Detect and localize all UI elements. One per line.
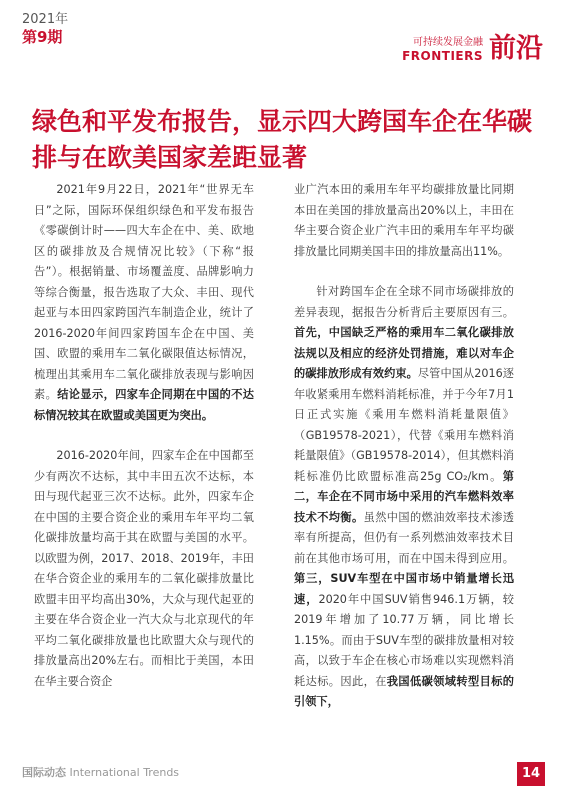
- paragraph-emphasis: 我国低碳领域转型目标的引领下，: [294, 674, 514, 708]
- article-title: 绿色和平发布报告，显示四大跨国车企在华碳排与在欧美国家差距显著: [32, 107, 533, 172]
- paragraph: 2016-2020年间，四家车企在中国都至少有两次不达标，其中丰田五次不达标，本田与现代起亚三次不达标。此外，四家车企在中国的主要合资企业的乘用车年平均二氧化碳排放量均高于其在欧盟与美国的水平。以欧盟为例，2017、2018、2019年，丰田在华合资企业的乘用车的二氧化碳排放量比欧盟丰田平均高出30%，大众与现代起亚的主要在华合资企业一汽大众与北京现代的年平均二氧化碳排放量也比欧盟大众与现代的排放量高出20%左右。而相比于美国，本田在华主要合资企: [34, 449, 254, 688]
- paragraph-emphasis: 结论显示，四家车企同期在中国的不达标情况较其在欧盟或美国更为突出。: [34, 388, 254, 422]
- paragraph-text: 针对跨国车企在全球不同市场碳排放的差异表现，据报告分析背后主要原因有三。: [294, 285, 514, 319]
- footer-section-en: International Trends: [69, 766, 180, 779]
- paragraph-emphasis: 首先，中国缺乏严格的乘用车二氧化碳排放法规以及相应的经济处罚措施，难以对车企的碳排放形成有效约束。: [294, 326, 514, 380]
- paragraph-continued: 业广汽本田的乘用车年平均碳排放量比同期本田在美国的排放量高出20%以上，丰田在华主要合资企业广汽丰田的乘用车年平均碳排放量比同期美国丰田的排放量高出11%。: [294, 183, 514, 258]
- issue-number: 第9期: [22, 28, 63, 46]
- paragraph: [294, 282, 514, 713]
- paragraph-text: 虽然中国的燃油效率技术渗透率有所提高，但仍有一系列燃油效率技术目前在其他市场可用，而在中国未得到应用。: [294, 510, 514, 565]
- paragraph-text: 尽管中国从2016逐年收紧乘用车燃料消耗标准，并于今年7月1日正式实施《乘用车燃料消耗量限值》（GB19578-2021），代替《乘用车燃料消耗量限值》（GB19578-2014），但其燃料消耗标准仍比欧盟标准高25g CO₂/km。: [294, 367, 514, 483]
- footer-section: [22, 764, 179, 780]
- footer-section-cn: 国际动态: [22, 766, 66, 779]
- brand-logo: 前沿: [489, 33, 543, 64]
- paragraph-text: 2021年9月22日，2021年“世界无车日”之际，国际环保组织绿色和平发布报告《零碳倒计时——四大车企在中、美、欧地区的碳排放及合规情况比较》（下称“报告”）。根据销量、市场覆盖度、品牌影响力等综合衡量，报告选取了大众、丰田、现代起亚与本田四家跨国汽车制造企业，统计了2016-2020年间四家跨国车企在中国、美国、欧盟的乘用车二氧化碳限值达标情况，梳理出其乘用车二氧化碳排放表现与影响因素。: [34, 183, 254, 401]
- paragraph-emphasis: 第二，车企在不同市场中采用的汽车燃料效率技术不均衡。: [294, 469, 514, 524]
- article-column-right: [294, 180, 514, 733]
- brand-text: [402, 36, 483, 63]
- brand-name-en: FRONTIERS: [402, 48, 483, 63]
- article-column-left: [34, 180, 254, 712]
- page-number: 14: [517, 762, 545, 786]
- paragraph-text: 2020年中国SUV销售946.1万辆，较2019年增加了10.77万辆，同比增长1.15%。而由于SUV车型的碳排放量相对较高，以致于车企在核心市场难以实现燃料消耗达标。因此，在: [294, 592, 514, 688]
- issue-header: [22, 12, 68, 46]
- paragraph: [34, 180, 254, 426]
- paragraph-emphasis: 第三，SUV车型在中国市场中销量增长迅速，: [294, 572, 514, 606]
- brand-name-cn: 可持续发展金融: [413, 36, 483, 48]
- issue-year: 2021年: [22, 12, 69, 27]
- brand-header: [402, 34, 543, 64]
